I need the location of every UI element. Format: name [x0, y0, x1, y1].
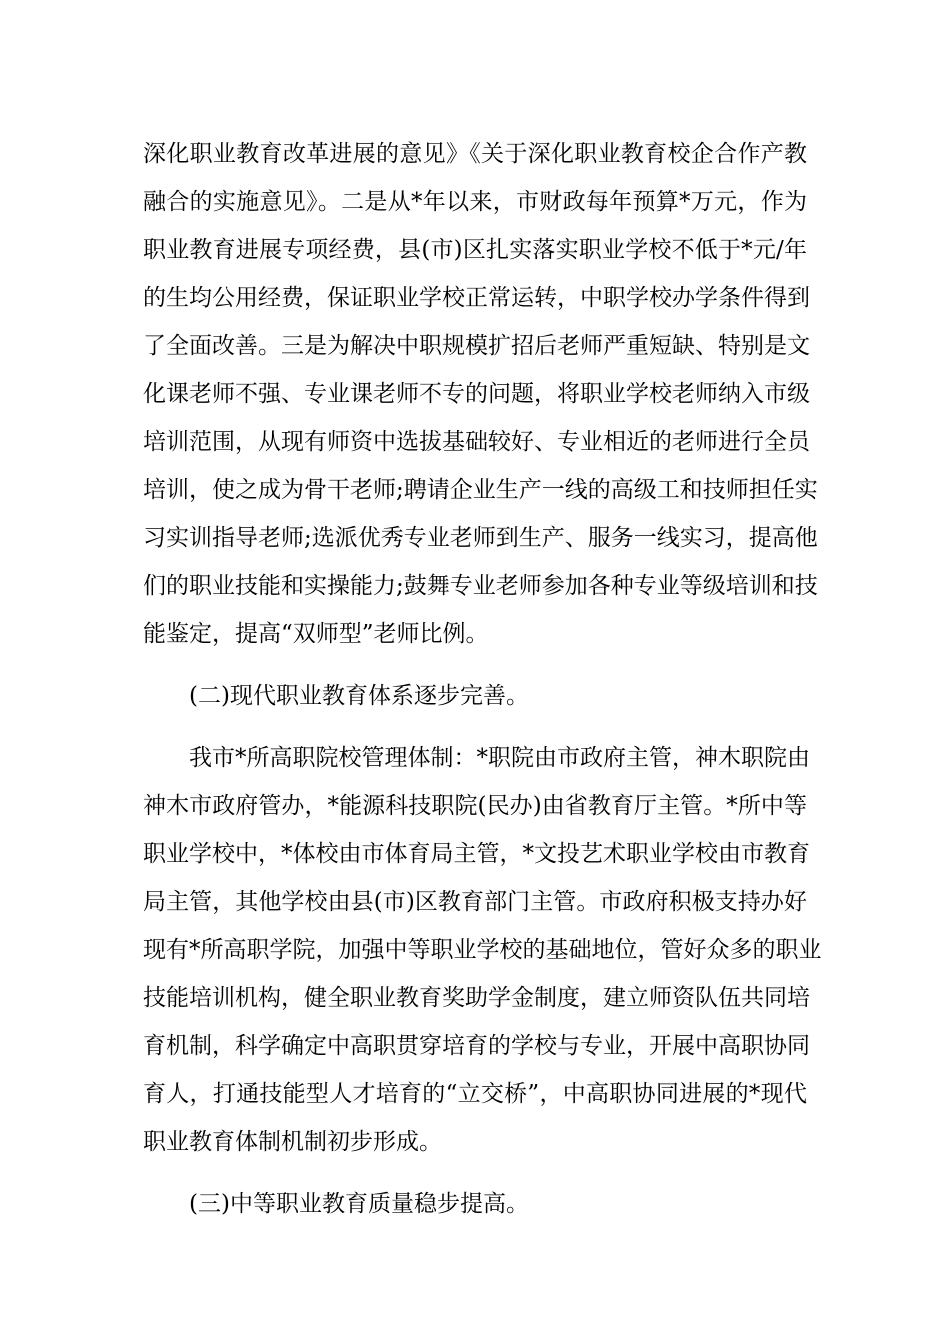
text-line: 培训，使之成为骨干老师;聘请企业生产一线的高级工和技师担任实 [143, 477, 818, 503]
text-line: 技能培训机构，健全职业教育奖助学金制度，建立师资队伍共同培 [143, 985, 810, 1011]
text-line: 了全面改善。三是为解决中职规模扩招后老师严重短缺、特别是文 [143, 333, 810, 359]
text-line: 职业教育进展专项经费，县(市)区扎实落实职业学校不低于*元/年 [143, 237, 807, 263]
text-line: 现有*所高职学院，加强中等职业学校的基础地位，管好众多的职业 [143, 937, 822, 963]
text-line: 职业教育体制机制初步形成。 [143, 1129, 442, 1155]
text-line: 的生均公用经费，保证职业学校正常运转，中职学校办学条件得到 [143, 285, 810, 311]
section-heading-3: (三)中等职业教育质量稳步提高。 [189, 1191, 529, 1217]
text-line: 神木市政府管办，*能源科技职院(民办)由省教育厅主管。*所中等 [143, 793, 807, 819]
text-line: 局主管，其他学校由县(市)区教育部门主管。市政府积极支持办好 [143, 889, 807, 915]
text-line: 培训范围，从现有师资中选拔基础较好、专业相近的老师进行全员 [143, 429, 810, 455]
text-line: 育机制，科学确定中高职贯穿培育的学校与专业，开展中高职协同 [143, 1033, 810, 1059]
text-line: 习实训指导老师;选派优秀专业老师到生产、服务一线实习，提高他 [143, 525, 818, 551]
text-line: 能鉴定，提高“双师型”老师比例。 [143, 621, 489, 647]
text-line: 们的职业技能和实操能力;鼓舞专业老师参加各种专业等级培训和技 [143, 573, 818, 599]
paragraph-management-system [143, 734, 822, 1166]
text-line: 融合的实施意见》。二是从*年以来，市财政每年预算*万元，作为 [143, 189, 807, 215]
text-line: 深化职业教育改革进展的意见》《关于深化职业教育校企合作产教 [143, 141, 807, 167]
text-line: 化课老师不强、专业课老师不专的问题，将职业学校老师纳入市级 [143, 381, 810, 407]
document-body [143, 130, 822, 1228]
section-heading-2: (二)现代职业教育体系逐步完善。 [189, 683, 529, 709]
text-line: 育人，打通技能型人才培育的“立交桥”，中高职协同进展的*现代 [143, 1081, 807, 1107]
paragraph-funding-and-teachers [143, 130, 818, 658]
text-line: 我市*所高职院校管理体制：*职院由市政府主管，神木职院由 [189, 745, 810, 771]
text-line: 职业学校中，*体校由市体育局主管，*文投艺术职业学校由市教育 [143, 841, 810, 867]
